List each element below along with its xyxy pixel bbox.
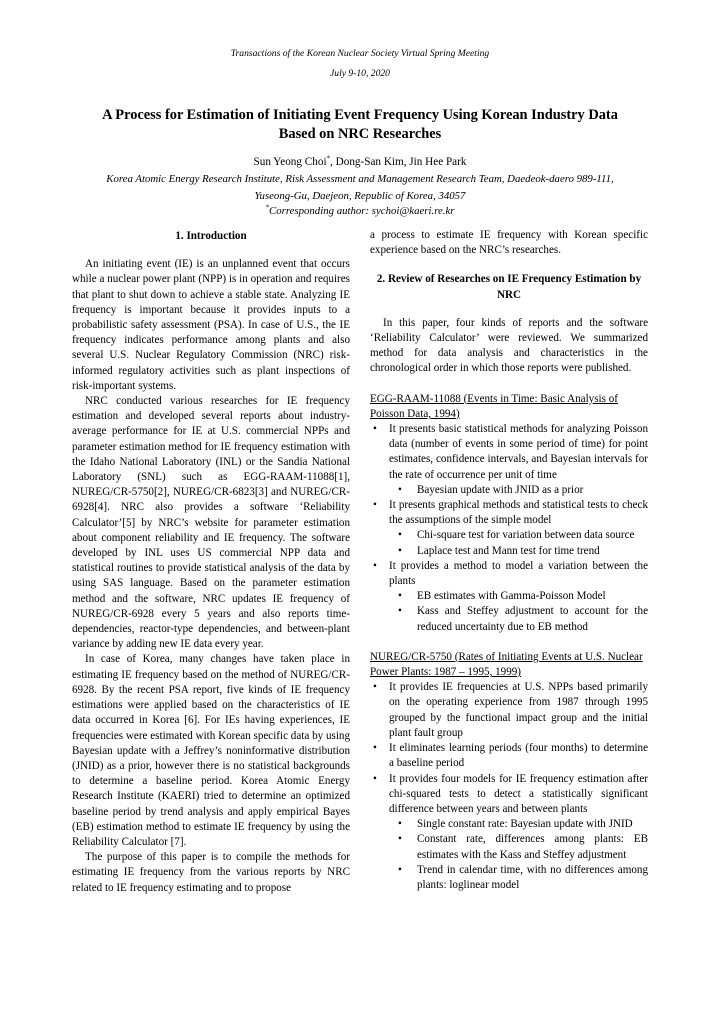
affiliation-line-1: Korea Atomic Energy Research Institute, Risk Assessment and Management Research Team, Daedeok-daero 989-111, [106, 173, 614, 185]
list-item: • Constant rate, differences among plants: EB estimates with the Kass and Steffey adjustment [417, 832, 648, 862]
intro-paragraph-3: In case of Korea, many changes have taken place in estimating IE frequency based on the method of NUREG/CR-6928. By the recent PSA report, five kinds of IE frequency estimations were applied based on the characteristics of IE data occurred in Korea [6]. For IEs having experiences, IE frequencies were estimated with Korean specific data by using Bayesian update with a Jeffrey’s noninformative distribution (JNID) as a prior, however there is no statistical backgrounds to determine a baseline period. Korea Atomic Energy Research Institute (KAERI) tried to determine an optimized baseline period by trend analysis and apply empirical Bayes (EB) estimation method to estimate IE frequency by using the Reliability Calculator [7]. [72, 653, 350, 848]
corresponding-mark: * [326, 154, 331, 163]
title-line-2: Based on NRC Researches [278, 126, 442, 142]
intro-paragraph-1: An initiating event (IE) is an unplanned event that occurs while a nuclear power plant (NPP) is in operation and requires that plant to shut down to achieve a stable state. Analyzing IE frequency is important because it provides inputs to a probabilistic safety assessment (PSA). In case of U.S., the IE frequency indicates performance among plants and also several U.S. Nuclear Regulatory Commission (NRC) risk-informed regulatory activities such as plant inspections of risk-important systems. [72, 258, 350, 392]
author-list [0, 156, 720, 168]
list-item: • It eliminates learning periods (four months) to determine a baseline period [389, 741, 648, 771]
list-item: • It presents basic statistical methods for analyzing Poisson data (number of events in some period of time) for point estimates, confidence intervals, and Bayesian intervals for the rate of occurrence per unit of time • Bayesian update with JNID as a prior [389, 422, 648, 498]
section-heading-review: 2. Review of Researches on IE Frequency Estimation by NRC [376, 273, 642, 301]
author-rest: , Dong-San Kim, Jin Hee Park [330, 156, 467, 168]
list-item: • It provides four models for IE frequency estimation after chi-squared tests to detect a statistically significant difference between years and between plants • Single constant rate: Bayesian update with JNID • Constant rate, differences among plants: EB estimates with the Kass and Steffey adjustment • Trend in calendar time, with no differences among plants: loglinear model [389, 772, 648, 894]
egg-report-title: EGG-RAAM-11088 (Events in Time: Basic Analysis of Poisson Data, 1994) [370, 392, 618, 420]
section-heading-introduction: 1. Introduction [175, 230, 247, 242]
corresponding-email: Corresponding author: sychoi@kaeri.re.kr [269, 205, 455, 217]
left-column [72, 228, 350, 896]
list-item: • Bayesian update with JNID as a prior [417, 483, 648, 498]
intro-paragraph-2: NRC conducted various researches for IE frequency estimation and developed several reports about industry-average performance for IE at U.S. commercial NPPs and parameter estimation method for IE frequency estimation with the Idaho National Laboratory (INL) or the Sandia National Laboratory (SNL) such as EGG-RAAM-11088[1], NUREG/CR-5750[2], NUREG/CR-6823[3] and NUREG/CR-6928[4]. NRC also provides a software ‘Reliability Calculator’[5] by NRC’s website for parameter estimation about component reliability and IE frequency. The software developed by INL uses US commercial NPP data and statistical routines to provide statistical analysis of the data by using SAS language. Based on the parameter estimation method and the software, NRC updates IE frequency of NUREG/CR-6928 every 5 years and also reports time-dependencies, reactor-type dependencies, and between-plant variance by adding new IE data every year. [72, 395, 350, 651]
corresponding-mark-2: * [265, 203, 270, 212]
list-item: • It provides a method to model a variation between the plants • EB estimates with Gamma-Poisson Model • Kass and Steffey adjustment to account for the reduced uncertainty due to EB method [389, 559, 648, 635]
list-item: • Kass and Steffey adjustment to account for the reduced uncertainty due to EB method [417, 604, 648, 634]
title-line-1: A Process for Estimation of Initiating Event Frequency Using Korean Industry Data [102, 107, 618, 123]
affiliation-line-2: Yuseong-Gu, Daejeon, Republic of Korea, 34057 [254, 190, 466, 202]
list-item: • Laplace test and Mann test for time trend [417, 544, 648, 559]
intro-paragraph-4: The purpose of this paper is to compile the methods for estimating IE frequency from the various reports by NRC related to IE frequency estimating and to propose [72, 851, 350, 894]
nureg-5750-report-title: NUREG/CR-5750 (Rates of Initiating Events at U.S. Nuclear Power Plants: 1987 – 1995, 1999) [370, 650, 643, 679]
list-item: • Chi-square test for variation between data source [417, 528, 648, 543]
author-first: Sun Yeong Choi [253, 156, 327, 168]
egg-bullet-list [370, 422, 648, 635]
paper-title [60, 106, 660, 144]
intro-paragraph-4-continued: a process to estimate IE frequency with Korean specific experience based on the NRC’s researches. [370, 229, 648, 257]
right-column [370, 228, 648, 893]
list-item: • It provides IE frequencies at U.S. NPPs based primarily on the operating experience from 1987 through 1995 grouped by the functional impact group and the initial plant fault group [389, 680, 648, 741]
list-item: • Trend in calendar time, with no differences among plants: loglinear model [417, 863, 648, 893]
review-intro-paragraph: In this paper, four kinds of reports and the software ‘Reliability Calculator’ were reviewed. We summarized method for data analysis and characteristics in the chronological order in which those reports were published. [370, 316, 648, 375]
list-item: • EB estimates with Gamma-Poisson Model [417, 589, 648, 604]
corresponding-author [0, 203, 720, 220]
list-item: • Single constant rate: Bayesian update with JNID [417, 817, 648, 832]
header-conference: Transactions of the Korean Nuclear Society Virtual Spring Meeting [230, 48, 490, 59]
nureg-bullet-list [370, 680, 648, 893]
header-date: July 9-10, 2020 [330, 68, 390, 79]
list-item: • It presents graphical methods and statistical tests to check the assumptions of the simple model • Chi-square test for variation between data source • Laplace test and Mann test for time trend [389, 498, 648, 559]
